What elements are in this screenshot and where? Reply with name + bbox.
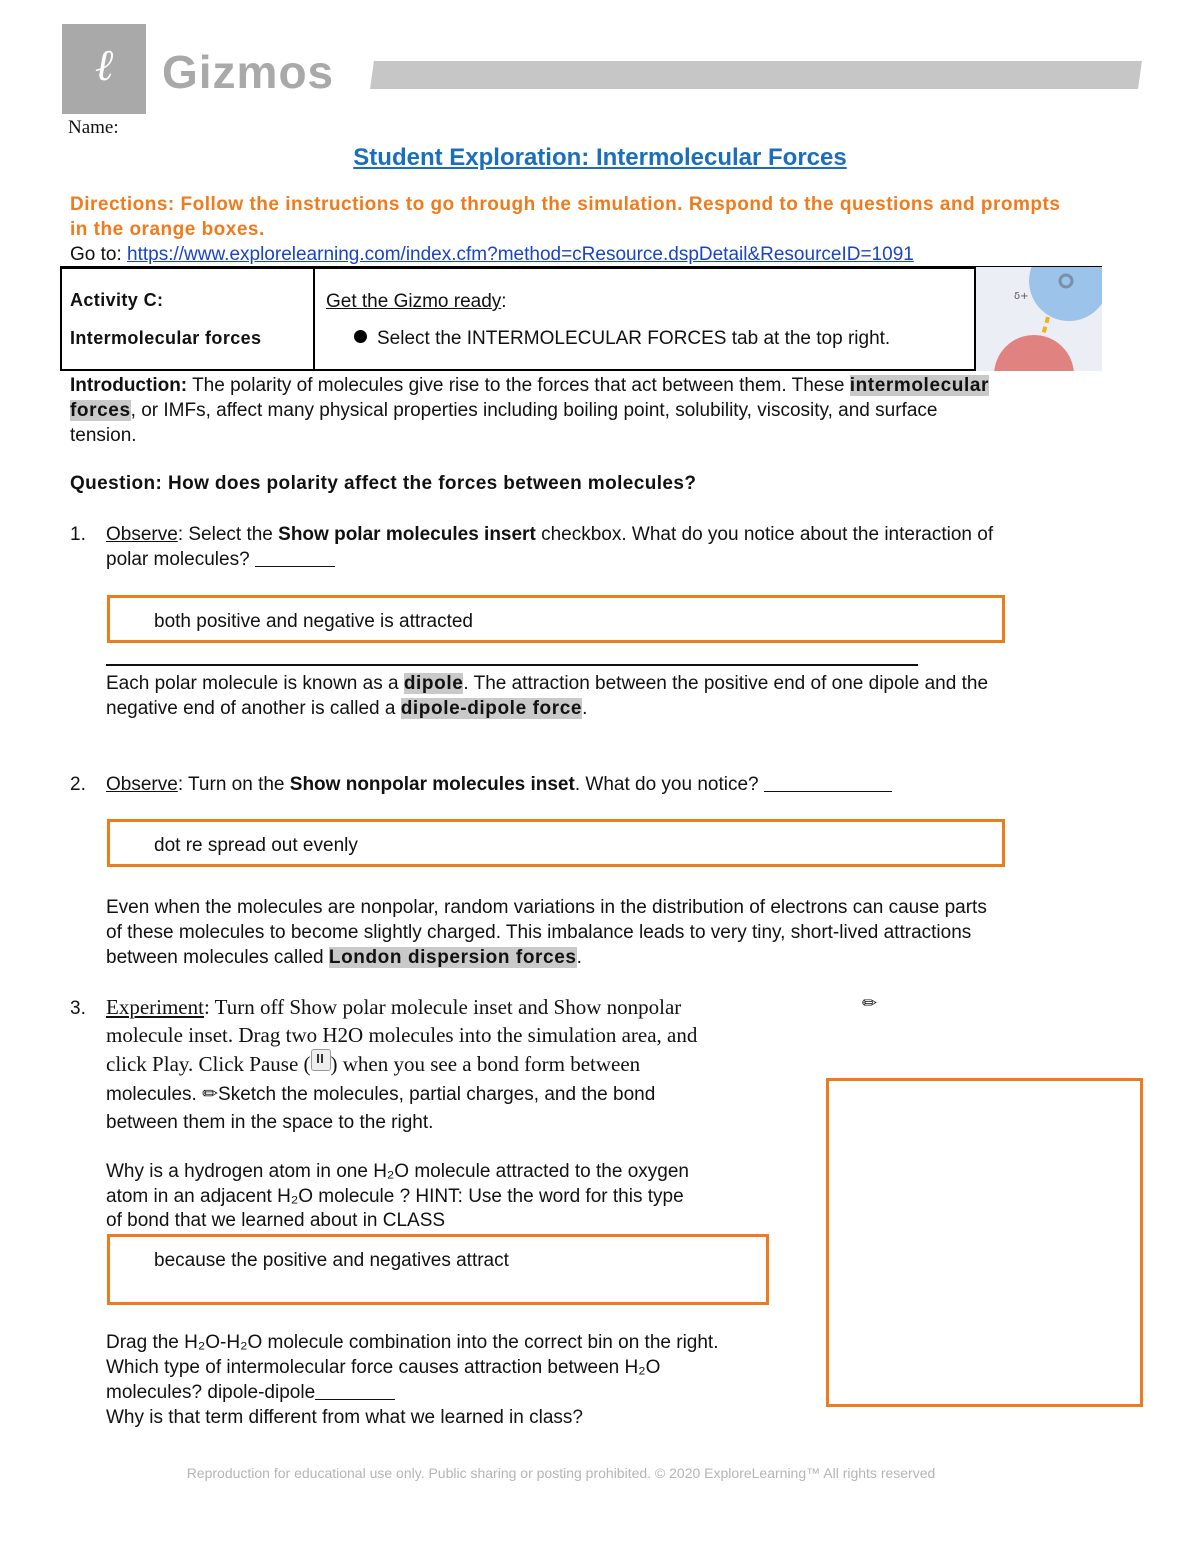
q1-number: 1. [70, 524, 86, 545]
q1-prompt [106, 522, 1126, 572]
q3-line-2: molecule inset. Drag two H2O molecules into the simulation area, and [106, 1023, 698, 1047]
table-divider [313, 267, 315, 371]
goto-line [70, 242, 914, 267]
q2-answer: dot re spread out evenly [154, 835, 358, 856]
q3-drag-4: Why is that term different from what we learned in class? [106, 1407, 583, 1428]
gizmo-ready [326, 289, 507, 314]
q1-answer-box[interactable] [107, 595, 1005, 643]
q2-text-a: : Turn on the [177, 774, 285, 795]
term-dipole: dipole [403, 673, 464, 694]
brand-name: Gizmos [162, 46, 335, 98]
q1-p1: Each polar molecule is known as a [106, 673, 399, 694]
q2-prompt [106, 772, 892, 797]
q3-prompt [106, 993, 697, 1078]
q1-text-c: polar molecules? [106, 549, 250, 570]
q3-sketch-instructions [106, 1082, 655, 1135]
q3-drag-1: Drag the H₂O-H₂O molecule combination into the correct bin on the right. [106, 1332, 719, 1353]
q1-verb: Observe [106, 524, 178, 545]
gizmo-ready-colon: : [501, 291, 507, 312]
q2-number: 2. [70, 774, 86, 795]
bullet-icon [354, 330, 367, 343]
q1-answer: both positive and negative is attracted [154, 611, 473, 632]
activity-name: Intermolecular forces [70, 328, 262, 348]
pause-icon [311, 1049, 331, 1071]
intro-text-3: tension. [70, 425, 137, 446]
q3-verb: Experiment [106, 995, 204, 1019]
gizmos-logo-badge [62, 24, 146, 114]
q2-bold: Show nonpolar molecules inset [289, 774, 575, 795]
pencil-icon: ✏ [862, 993, 878, 1013]
q2-p4: . [576, 947, 582, 968]
intro-text-1: The polarity of molecules give rise to the forces that act between them. These [192, 375, 845, 396]
question: Question: How does polarity affect the forces between molecules? [70, 473, 697, 494]
q1-p2: . The attraction between the positive end of one dipole and the [463, 673, 989, 694]
q1-paragraph [106, 671, 1126, 721]
q1-text-b: checkbox. What do you notice about the interaction of [541, 524, 994, 545]
q1-text-a: : Select the [177, 524, 273, 545]
sketch-box[interactable] [826, 1078, 1143, 1407]
q1-answer-line [106, 664, 918, 666]
q2-paragraph [106, 895, 1126, 970]
q3-line-3a: click Play. Click Pause ( [106, 1052, 311, 1076]
term-forces: forces [70, 400, 131, 421]
directions: Directions: Follow the instructions to go through the simulation. Respond to the questions and prompts in the orange boxes. [70, 194, 1061, 240]
molecule-thumbnail [976, 267, 1102, 371]
q3-blank [315, 1381, 395, 1400]
q3-answer-box[interactable] [107, 1234, 769, 1305]
q3-drag-3: molecules? dipole-dipole [106, 1382, 316, 1403]
q2-p2: of these molecules to become slightly charged. This imbalance leads to very tiny, short-lived attractions [106, 922, 972, 943]
gizmo-ready-label: Get the Gizmo ready [326, 291, 502, 312]
q1-blank [255, 548, 335, 567]
logo-mark: ℓ [94, 40, 114, 91]
footer: Reproduction for educational use only. Public sharing or posting prohibited. © 2020 ExploreLearning™ All rights reserved [186, 1465, 936, 1481]
introduction [70, 373, 1120, 448]
q3-number: 3. [70, 998, 86, 1019]
q2-answer-box[interactable] [107, 819, 1005, 867]
term-dipole-dipole-force: dipole-dipole force [400, 698, 583, 719]
ready-step [354, 326, 890, 351]
q3-line-4: molecules. ✏Sketch the molecules, partial charges, and the bond [106, 1084, 656, 1105]
q3-why [106, 1160, 689, 1234]
q3-why-3: of bond that we learned about in CLASS [106, 1210, 446, 1231]
q2-p1: Even when the molecules are nonpolar, random variations in the distribution of electrons can cause parts [106, 897, 987, 918]
q3-why-2: atom in an adjacent H₂O molecule ? HINT: Use the word for this type [106, 1185, 684, 1207]
q3-line-5: between them in the space to the right. [106, 1112, 434, 1133]
activity-table [60, 267, 976, 371]
header-bar [370, 61, 1142, 89]
term-intermolecular: intermolecular [849, 375, 990, 396]
simulation-thumbnail [976, 267, 1102, 371]
q2-p3: between molecules called [106, 947, 324, 968]
goto-label: Go to: [70, 244, 122, 265]
page-title: Student Exploration: Intermolecular Forces [353, 144, 847, 171]
ready-step-text: Select the INTERMOLECULAR FORCES tab at the top right. [377, 328, 891, 349]
q3-drag-2: Which type of intermolecular force causes attraction between H₂O [106, 1357, 661, 1378]
q2-text-b: . What do you notice? [574, 774, 759, 795]
name-label: Name: [68, 117, 119, 138]
gizmo-link[interactable]: https://www.explorelearning.com/index.cfm?method=cResource.dspDetail&ResourceID=1091 [127, 244, 914, 265]
q2-blank [764, 773, 892, 792]
term-london-dispersion: London dispersion forces [328, 947, 577, 968]
q3-why-1: Why is a hydrogen atom in one H₂O molecule attracted to the oxygen [106, 1161, 689, 1182]
q2-verb: Observe [106, 774, 178, 795]
thumb-charge-label: δ+ [1014, 291, 1029, 302]
q3-line-3b: ) when you see a bond form between [330, 1052, 641, 1076]
q1-bold: Show polar molecules insert [278, 524, 536, 545]
q1-p4: . [582, 698, 588, 719]
q3-answer: because the positive and negatives attract [154, 1250, 509, 1271]
activity-label: Activity C: [70, 290, 164, 310]
q1-p3: negative end of another is called a [106, 698, 396, 719]
q3-drag [106, 1330, 718, 1430]
q3-line-1: : Turn off Show polar molecule inset and Show nonpolar [203, 995, 682, 1019]
intro-label: Introduction: [70, 375, 188, 396]
intro-text-2: , or IMFs, affect many physical properties including boiling point, solubility, viscosity, and surface [130, 400, 938, 421]
